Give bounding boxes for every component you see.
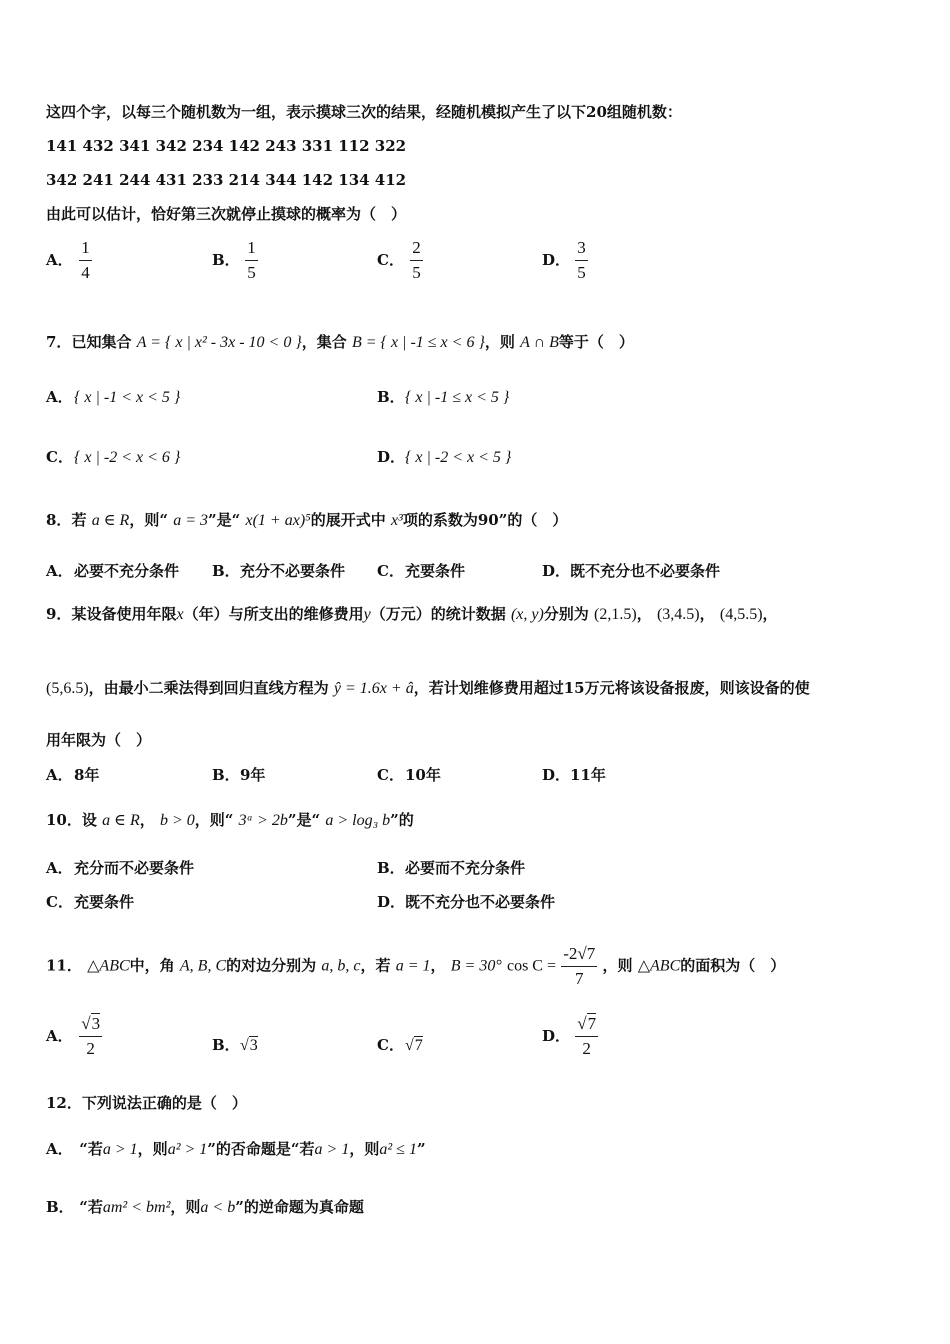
q6-option-a[interactable]: A． $\frac{1}{4}$ [46, 238, 90, 282]
q6-option-b[interactable]: B． $\frac{1}{5}$ [212, 238, 256, 282]
fraction: $\frac{1}{5}$ [247, 238, 256, 282]
intro-line-1: 这四个字，以每三个随机数为一组，表示摸球三次的结果，经随机模拟产生了以下20组随机数： [46, 103, 682, 121]
q11-option-d[interactable]: D． $\frac{√7}{2}$ [542, 1014, 597, 1058]
set-a: A = { x | x² - 3x - 10 < 0 } [136, 334, 302, 351]
random-numbers-row-2: 342 241 244 431 233 214 344 142 134 412 [46, 171, 407, 189]
question-11-stem: 11． △ABC中，角 A, B, C的对边分别为 a, b, c，若 a = 1， B = 30° cos C = $\frac{-2√7}{7}$ ，则 △ABC的面积为（ ） [46, 944, 786, 988]
q11-option-b[interactable]: B．√3 [212, 1036, 258, 1054]
fraction: $\frac{3}{5}$ [577, 238, 586, 282]
q6-option-d[interactable]: D． $\frac{3}{5}$ [542, 238, 586, 282]
q6-option-c[interactable]: C． $\frac{2}{5}$ [377, 238, 421, 282]
q10-option-d[interactable]: D．既不充分也不必要条件 [377, 893, 556, 911]
q8-option-d[interactable]: D．既不充分也不必要条件 [542, 562, 721, 580]
q11-option-a[interactable]: A． $\frac{√3}{2}$ [46, 1014, 101, 1058]
cos-fraction: $\frac{-2√7}{7}$ [563, 944, 596, 988]
intersection: A ∩ B [520, 334, 559, 351]
question-9-stem-line-2: (5,6.5)，由最小二乘法得到回归直线方程为 ŷ = 1.6x + â，若计划维修费用超过15万元将该设备报废，则该设备的使 [46, 679, 810, 697]
q7-option-c[interactable]: C．{ x | -2 < x < 6 } [46, 448, 181, 466]
q9-option-a[interactable]: A．8年 [46, 766, 100, 784]
q8-option-a[interactable]: A．必要不充分条件 [46, 562, 180, 580]
fraction: $\frac{1}{4}$ [81, 238, 90, 282]
q9-option-b[interactable]: B．9年 [212, 766, 266, 784]
q12-option-a[interactable]: A． “若a > 1，则a² > 1”的否命题是“若a > 1，则a² ≤ 1” [46, 1140, 426, 1158]
question-8-stem: 8．若 a ∈ R，则“ a = 3”是“ x(1 + ax)⁵的展开式中 x³项的系数为90”的（ ） [46, 511, 568, 529]
q7-option-b[interactable]: B．{ x | -1 ≤ x < 5 } [377, 388, 510, 406]
q8-option-b[interactable]: B．充分不必要条件 [212, 562, 346, 580]
question-9-stem-line-3: 用年限为（ ） [46, 731, 152, 749]
question-6-stem: 由此可以估计，恰好第三次就停止摸球的概率为（ ） [46, 205, 407, 223]
q7-option-d[interactable]: D．{ x | -2 < x < 5 } [377, 448, 512, 466]
q10-option-b[interactable]: B．必要而不充分条件 [377, 859, 526, 877]
question-10-stem: 10．设 a ∈ R， b > 0，则“ 3ᵃ > 2b”是“ a > log₃ b”的 [46, 811, 414, 829]
fraction: $\frac{√3}{2}$ [81, 1014, 101, 1058]
question-9-stem-line-1: 9．某设备使用年限x（年）与所支出的维修费用y（万元）的统计数据 (x, y)分别为 (2,1.5)， (3,4.5)， (4,5.5)， [46, 605, 778, 623]
q12-option-b[interactable]: B． “若am² < bm²，则a < b”的逆命题为真命题 [46, 1198, 364, 1216]
q10-option-a[interactable]: A．充分而不必要条件 [46, 859, 195, 877]
q7-option-a[interactable]: A．{ x | -1 < x < 5 } [46, 388, 181, 406]
fraction: $\frac{√7}{2}$ [577, 1014, 597, 1058]
fraction: $\frac{2}{5}$ [412, 238, 421, 282]
q9-option-d[interactable]: D．11年 [542, 766, 606, 784]
random-numbers-row-1: 141 432 341 342 234 142 243 331 112 322 [46, 137, 407, 155]
q10-option-c[interactable]: C．充要条件 [46, 893, 135, 911]
question-12-stem: 12．下列说法正确的是（ ） [46, 1094, 247, 1112]
q8-option-c[interactable]: C．充要条件 [377, 562, 466, 580]
q9-option-c[interactable]: C．10年 [377, 766, 441, 784]
q11-option-c[interactable]: C．√7 [377, 1036, 423, 1054]
question-7-stem: 7．已知集合 A = { x | x² - 3x - 10 < 0 }，集合 B = { x | -1 ≤ x < 6 }，则 A ∩ B等于（ ） [46, 333, 634, 351]
set-b: B = { x | -1 ≤ x < 6 } [351, 334, 485, 351]
